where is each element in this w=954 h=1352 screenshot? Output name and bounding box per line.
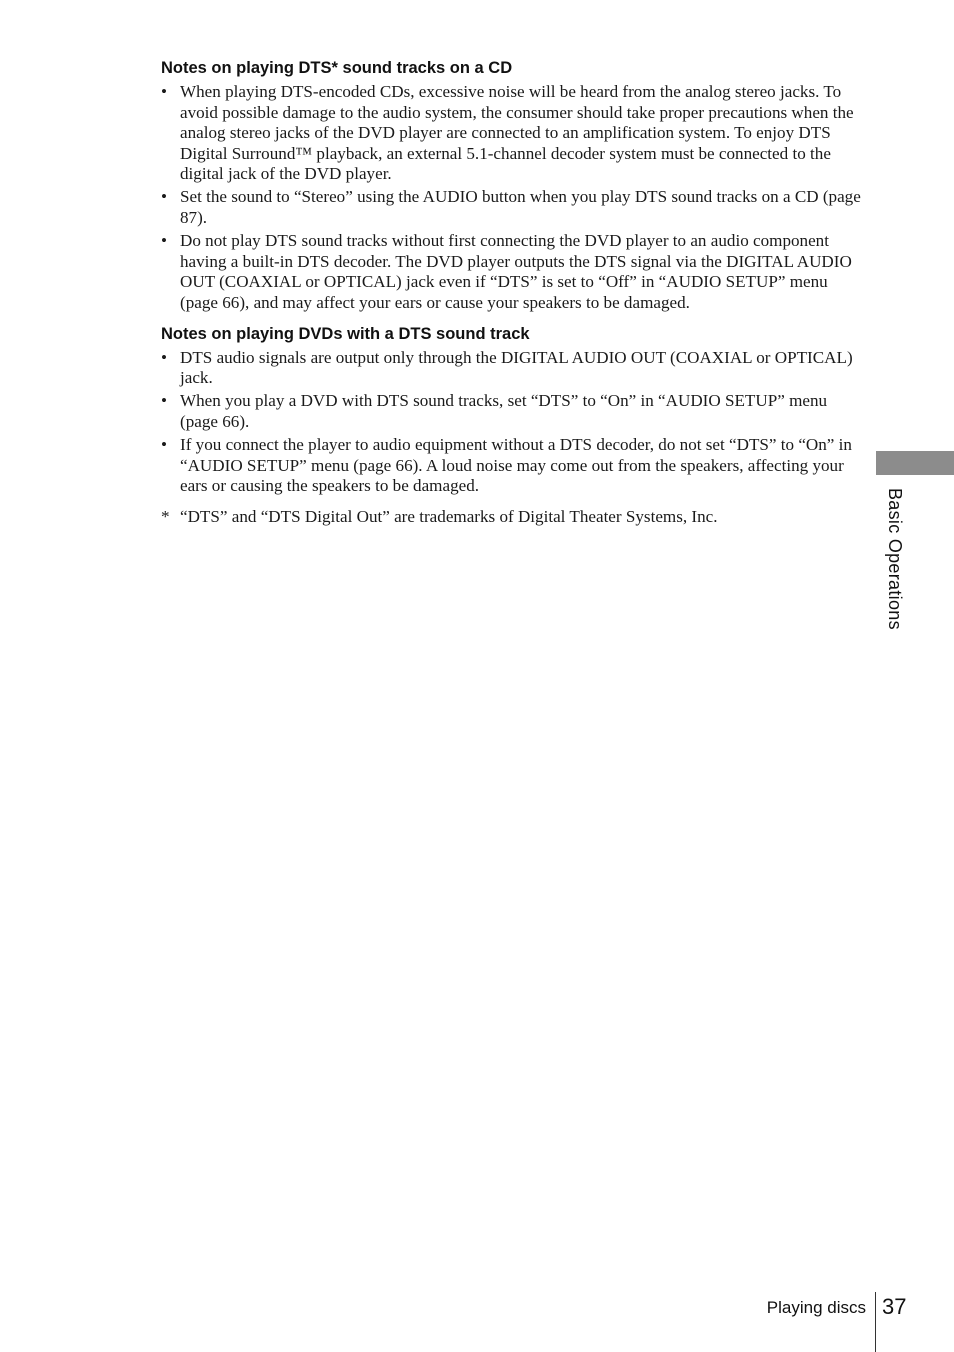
list-item-text: Set the sound to “Stereo” using the AUDIO button when you play DTS sound tracks on a CD (page 87).	[180, 187, 861, 228]
bullet-icon: •	[161, 391, 167, 411]
section-heading: Notes on playing DVDs with a DTS sound track	[161, 324, 530, 343]
section-dts-cd	[161, 58, 861, 314]
footnote-text: “DTS” and “DTS Digital Out” are trademarks of Digital Theater Systems, Inc.	[180, 506, 718, 526]
bullet-icon: •	[161, 434, 167, 454]
list-item-text: When you play a DVD with DTS sound tracks, set “DTS” to “On” in “AUDIO SETUP” menu (page 66).	[180, 391, 828, 431]
bullet-icon: •	[161, 187, 167, 207]
list-item-text: DTS audio signals are output only through the DIGITAL AUDIO OUT (COAXIAL or OPTICAL) jack.	[180, 347, 853, 388]
trademark-footnote	[161, 507, 861, 528]
bullet-icon: •	[161, 231, 167, 251]
list-item	[161, 82, 861, 185]
list-item-text: When playing DTS-encoded CDs, excessive noise will be heard from the analog stereo jacks. To avoid possible damage to the audio system, the consumer should take proper precautions when the analog stereo jacks of the DVD player are connected to an amplification system. To enjoy DTS Digital Surround™ playback, an external 5.1-channel decoder system must be connected to the digital jack of the DVD player.	[180, 82, 854, 184]
bullet-icon: •	[161, 82, 167, 101]
list-item	[161, 187, 861, 228]
section-heading: Notes on playing DTS* sound tracks on a CD	[161, 59, 513, 77]
section-dts-dvd	[161, 324, 861, 497]
list-item	[161, 348, 861, 389]
footer-section-label: Playing discs	[766, 1298, 866, 1317]
footnote-asterisk: *	[161, 506, 170, 526]
list-item-text: If you connect the player to audio equipment without a DTS decoder, do not set “DTS” to “On” in “AUDIO SETUP” menu (page 66). A loud noise may come out from the speakers, affecting your ears or causing the speakers to be damaged.	[180, 434, 852, 496]
notes-list	[161, 82, 861, 314]
list-item	[161, 435, 861, 497]
footer-divider	[875, 1292, 876, 1352]
bullet-icon: •	[161, 347, 167, 367]
list-item	[161, 391, 861, 432]
notes-list	[161, 348, 861, 497]
list-item-text: Do not play DTS sound tracks without first connecting the DVD player to an audio component having a built-in DTS decoder. The DVD player outputs the DTS signal via the DIGITAL AUDIO OUT (COAXIAL or OPTICAL) jack even if “DTS” is set to “Off” in “AUDIO SETUP” menu (page 66), and may affect your ears or cause your speakers to be damaged.	[180, 231, 852, 312]
list-item	[161, 231, 861, 313]
page-number: 37	[882, 1294, 907, 1319]
page-content	[161, 58, 861, 527]
side-tab-label: Basic Operations	[885, 488, 905, 630]
side-tab-bar	[876, 451, 954, 475]
